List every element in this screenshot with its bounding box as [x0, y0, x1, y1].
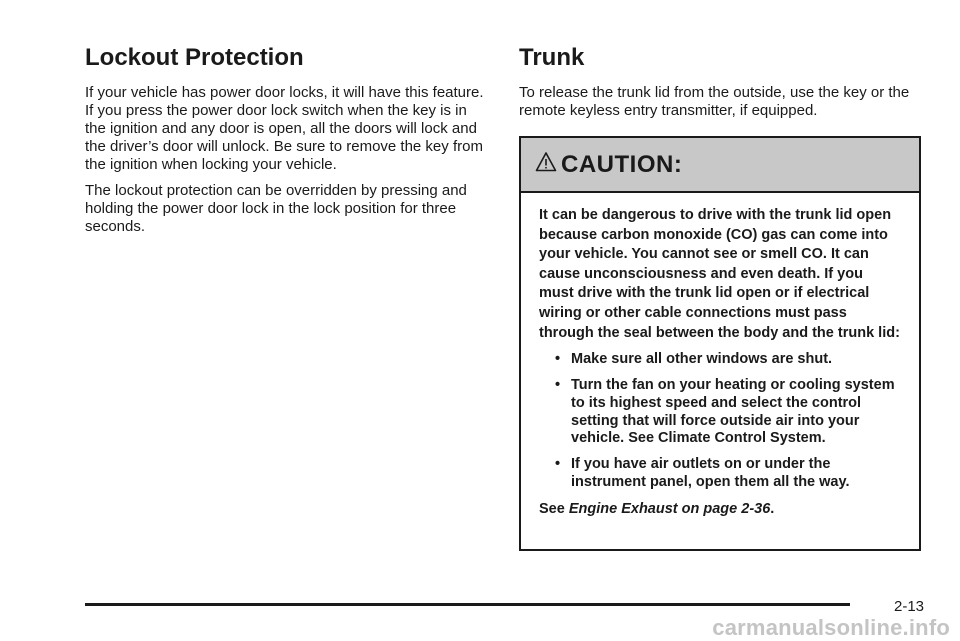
list-item: • Make sure all other windows are shut.	[555, 351, 833, 368]
list-item: • Turn the fan on your heating or cooling system to its highest speed and select the control setting that will force outside air into your vehicle. See Climate Control System.	[555, 376, 895, 447]
watermark: carmanualsonline.info	[712, 615, 950, 640]
caution-box	[519, 136, 921, 551]
caution-header	[521, 138, 919, 193]
section-title-lockout-protection: Lockout Protection	[85, 44, 304, 71]
footer-divider	[85, 603, 850, 606]
caution-title: CAUTION:	[561, 150, 683, 178]
page-number: 2-13	[894, 598, 925, 615]
paragraph: The lockout protection can be overridden by pressing and holding the power door lock in the lock position for three seconds.	[85, 182, 467, 235]
paragraph: If your vehicle has power door locks, it will have this feature. If you press the power door lock switch when the key is in the ignition and any door is open, all the doors will lock and the driver’s door will unlock. Be sure to remove the key from the ignition when locking your vehicle.	[85, 84, 484, 173]
caution-list	[539, 351, 901, 492]
engine-exhaust-link[interactable]: Engine Exhaust on page 2-36	[568, 500, 771, 517]
warning-triangle-icon	[535, 151, 561, 178]
caution-body	[521, 193, 919, 519]
see-reference: See Engine Exhaust on page 2-36.	[539, 500, 775, 517]
list-item: • If you have air outlets on or under the instrument panel, open them all the way.	[555, 456, 850, 490]
caution-text: It can be dangerous to drive with the trunk lid open because carbon monoxide (CO) gas can come into your vehicle. You cannot see or smell CO. It can cause unconsciousness and even death. If you must drive with the trunk lid open or if electrical wiring or other cable connections must pass through the seal between the body and the trunk lid:	[539, 207, 900, 341]
right-column	[519, 42, 923, 128]
section-title-trunk: Trunk	[519, 44, 585, 71]
left-column	[85, 42, 485, 244]
trunk-intro-paragraph: To release the trunk lid from the outside, use the key or the remote keyless entry transmitter, if equipped.	[519, 84, 910, 119]
